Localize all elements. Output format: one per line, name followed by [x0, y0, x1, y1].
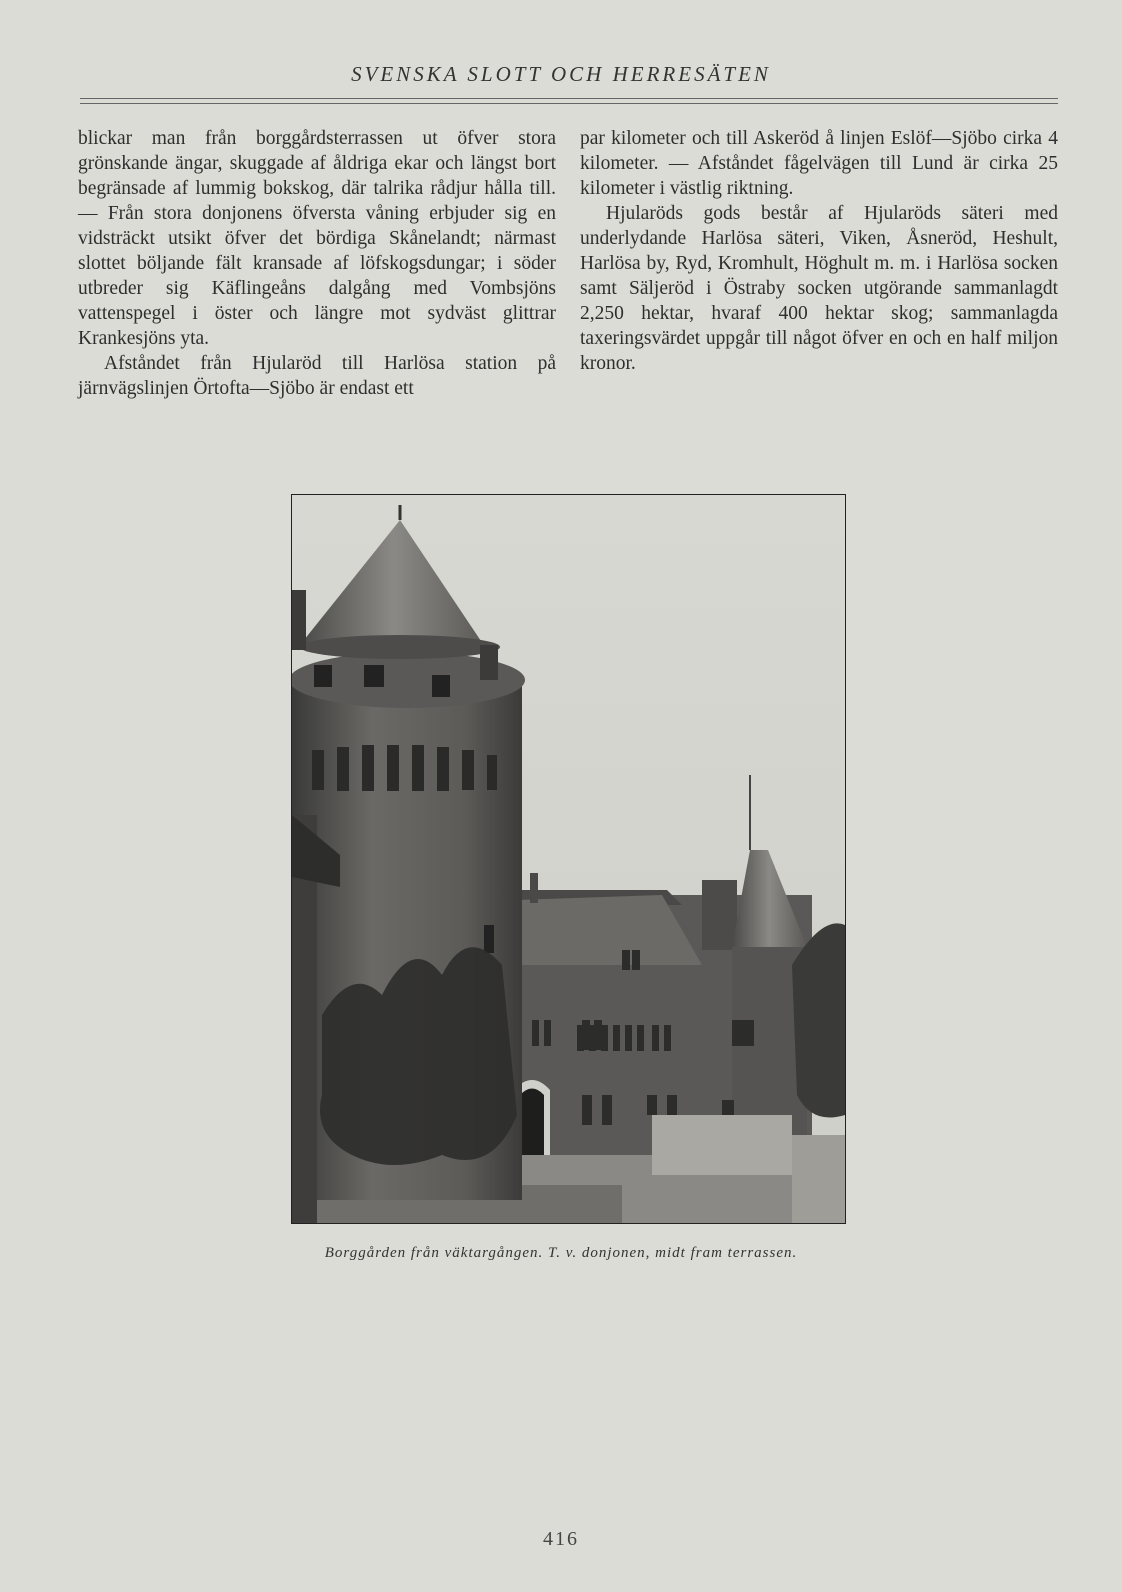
right-paragraph-2: Hjularöds gods består af Hjularöds säteri med underlydande Harlösa säteri, Viken, Åsneröd, Heshult, Harlösa by, Ryd, Kromhult, Höghult m. m. i Harlösa socken samt Säljeröd i Östraby socken utgörande sammanlagdt 2,250 hektar, hvaraf 400 hektar skog; sammanlagda taxeringsvärdet uppgår till något öfver en och en half miljon kronor. [580, 203, 1058, 374]
right-paragraph-1: par kilometer och till Askeröd å linjen Eslöf—Sjöbo cirka 4 kilometer. — Afståndet fågelvägen till Lund är cirka 25 kilometer i västlig riktning. [580, 128, 1058, 199]
right-text-column [580, 126, 1058, 376]
running-title: SVENSKA SLOTT OCH HERRESÄTEN [351, 62, 771, 86]
left-paragraph-1: blickar man från borggårdsterrassen ut öfver stora grönskande ängar, skuggade af åldriga ekar och längst bort begränsade af lummig bokskog, där talrika rådjur hålla till. — Från stora donjonens öfversta våning erbjuder sig en vidsträckt utsikt öfver det bördiga Skånelandt; närmast slottet böljande fält kransade af löfskogsdungar; i söder utbreder sig Käflingeåns dalgång med Vombsjöns vattenspegel i öster och längre mot sydväst glittrar Krankesjöns yta. [78, 128, 556, 349]
castle-courtyard-photo [291, 494, 846, 1224]
left-paragraph-2: Afståndet från Hjularöd till Harlösa station på järnvägslinjen Örtofta—Sjöbo är endast ett [78, 353, 556, 399]
figure-caption: Borggården från väktargången. T. v. donjonen, midt fram terrassen. [324, 1245, 798, 1261]
page-number: 416 [543, 1528, 579, 1550]
left-text-column [78, 126, 556, 401]
header-rule [80, 98, 1058, 104]
